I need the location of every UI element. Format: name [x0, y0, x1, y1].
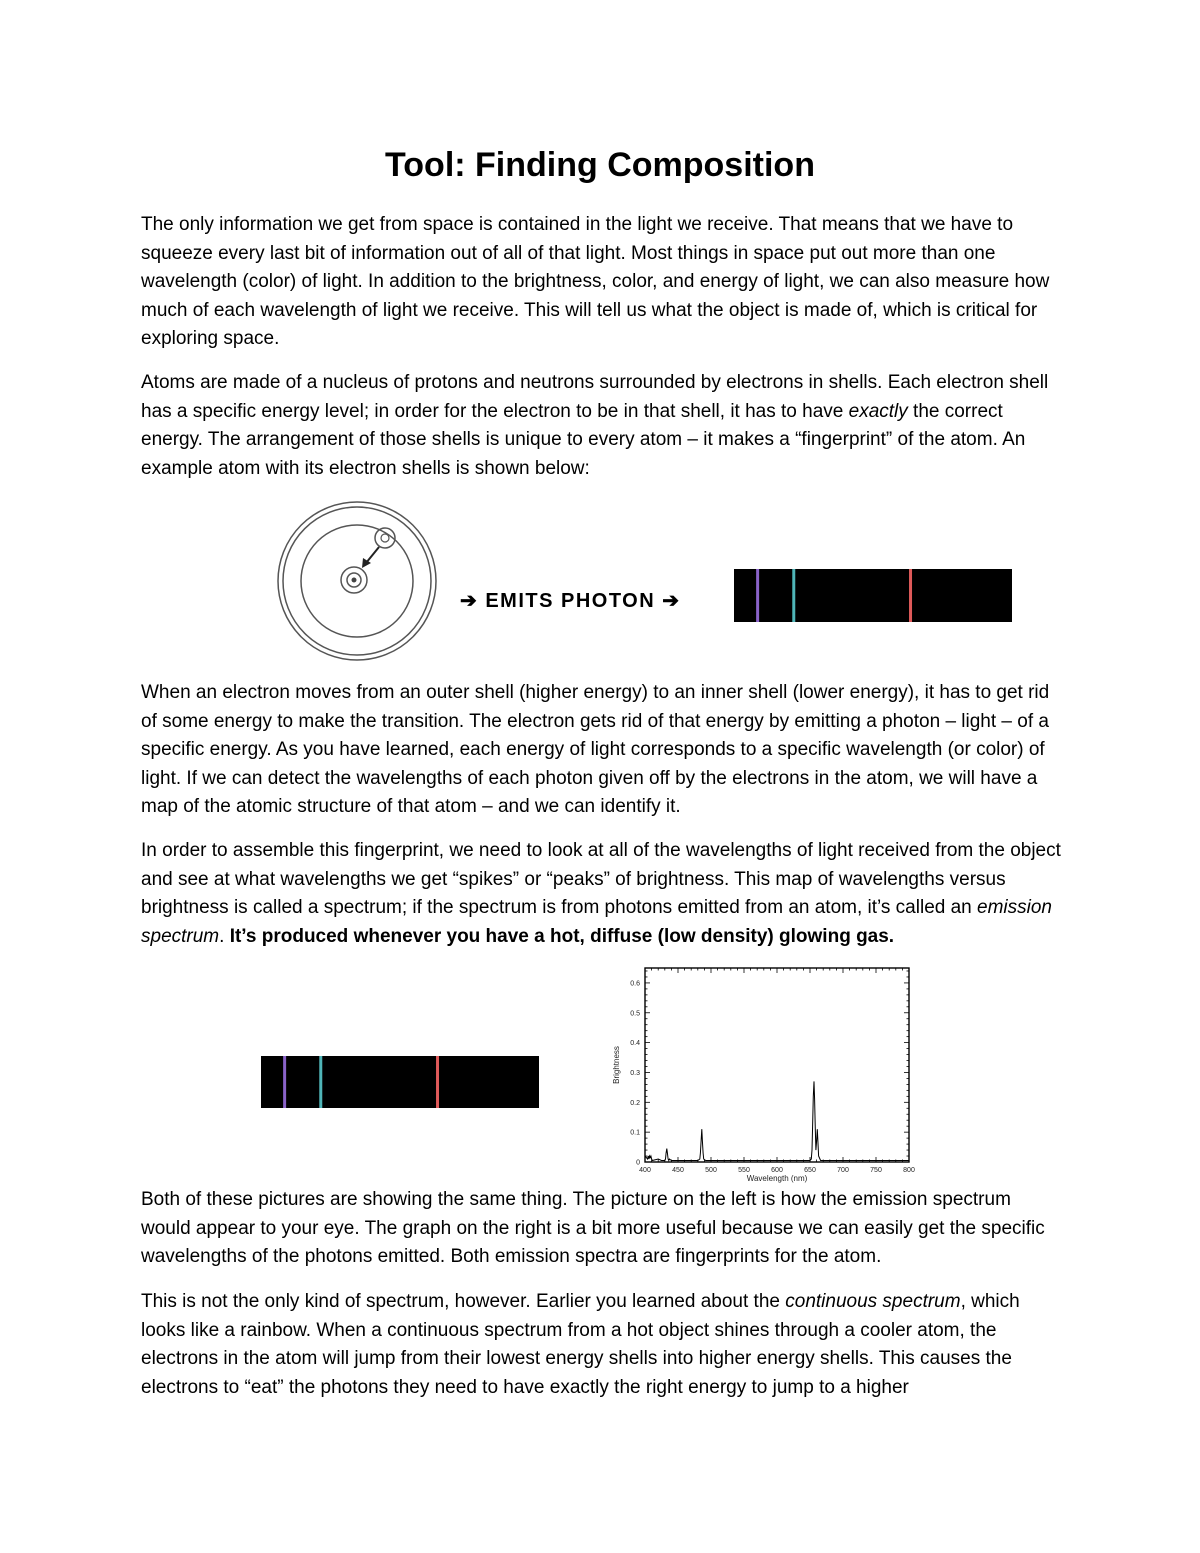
paragraph-atoms-text-b: the correct energy. The arrangement of those shells is unique to every atom – it makes a “fingerprint” of the atom. An example atom with its electron shells is shown below: [141, 400, 1026, 479]
emits-photon-label: ➔ EMITS PHOTON ➔ [460, 590, 681, 612]
paragraph-continuous [141, 1288, 1061, 1402]
spectrum-bottom-line-cyan [319, 1056, 322, 1108]
middle-shell-ring [301, 525, 413, 637]
x-tick-label: 750 [870, 1167, 882, 1174]
x-tick-label: 600 [771, 1167, 783, 1174]
paragraph-fingerprint-bold: It’s produced whenever you have a hot, diffuse (low density) glowing gas. [229, 925, 895, 947]
paragraph-fingerprint-text-a: In order to assemble this fingerprint, we need to look at all of the wavelengths of light received from the object and see at what wavelengths we get “spikes” or “peaks” of brightness. This map of wavelengths versus brightness is called a spectrum; if the spectrum is from photons emitted from an atom, it’s called an [141, 840, 1061, 919]
emission-spectrum-bar-bottom [261, 1056, 539, 1108]
x-tick-label: 700 [837, 1167, 849, 1174]
plot-frame [645, 968, 909, 1162]
outer-shell-ring-2 [283, 507, 431, 655]
x-axis-label: Wavelength (nm) [746, 1174, 808, 1183]
paragraph-atoms [141, 369, 1061, 483]
paragraph-comparison: Both of these pictures are showing the same thing. The picture on the left is how the emission spectrum would appear to your eye. The graph on the right is a bit more useful because we can easily get the specific wavelengths of the photons emitted. Both emission spectra are fingerprints for the atom. [141, 1189, 1045, 1268]
spectrum-top-line-red [909, 569, 912, 622]
emission-spectrum-bar-top [734, 569, 1012, 622]
x-tick-label: 650 [804, 1167, 816, 1174]
series-emission [645, 1081, 909, 1160]
paragraph-continuous-emphasis: continuous spectrum [785, 1291, 961, 1312]
x-tick-label: 500 [705, 1167, 717, 1174]
spectrum-bottom-line-red [436, 1056, 439, 1108]
paragraph-intro: The only information we get from space is contained in the light we receive. That means that we have to squeeze every last bit of information out of all of that light. Most things in space put out more than one wavelength (color) of light. In addition to the brightness, color, and energy of light, we can also measure how much of each wavelength of light we receive. This will tell us what the object is made of, which is critical for exploring space. [141, 214, 1050, 350]
x-tick-label: 550 [738, 1167, 750, 1174]
paragraph-atoms-text-a: Atoms are made of a nucleus of protons and neutrons surrounded by electrons in shells. Each electron shell has a specific energy level; in order for the electron to be in that shell, it has to have [141, 372, 1049, 422]
x-tick-label: 400 [639, 1167, 651, 1174]
y-tick-label: 0.1 [630, 1129, 640, 1137]
electron-inner [381, 534, 389, 542]
paragraph-continuous-text-a: This is not the only kind of spectrum, however. Earlier you learned about the [141, 1291, 786, 1312]
y-tick-label: 0.4 [630, 1040, 640, 1048]
paragraph-atoms-emphasis: exactly [848, 400, 908, 422]
atom-diagram [276, 500, 438, 662]
spectrum-top-line-cyan [792, 569, 795, 622]
emission-spectrum-chart [605, 962, 920, 1184]
spectrum-bottom-line-violet [283, 1056, 286, 1108]
x-tick-label: 800 [903, 1167, 915, 1174]
paragraph-continuous-text-b: , which looks like a rainbow. When a continuous spectrum from a hot object shines through a cooler atom, the electrons in the atom will jump from their lowest energy shells into higher energy shells. This causes the electrons to “eat” the photons they need to have exactly the right energy to jump to a higher [141, 1291, 1020, 1398]
x-tick-label: 450 [672, 1167, 684, 1174]
transition-arrow-line [366, 547, 379, 563]
spectrum-bottom-background [261, 1056, 539, 1108]
paragraph-fingerprint-text-b: . [219, 925, 230, 947]
page-title: Tool: Finding Composition [385, 146, 815, 184]
paragraph-transition: When an electron moves from an outer shell (higher energy) to an inner shell (lower energy), it has to get rid of some energy to make the transition. The electron gets rid of that energy by emitting a photon – light – of a specific energy. As you have learned, each energy of light corresponds to a specific wavelength (or color) of light. If we can detect the wavelengths of each photon given off by the electrons in the atom, we will have a map of the atomic structure of that atom – and we can identify it. [141, 682, 1050, 818]
y-tick-label: 0.2 [630, 1099, 640, 1107]
nucleus-core [352, 578, 357, 583]
y-axis-label: Brightness [612, 1046, 621, 1084]
paragraph-fingerprint-emphasis: emission spectrum [141, 897, 1053, 947]
y-tick-label: 0.5 [630, 1010, 640, 1018]
spectrum-top-background [734, 569, 1012, 622]
spectrum-top-line-violet [756, 569, 759, 622]
y-tick-label: 0.3 [630, 1069, 640, 1077]
y-tick-label: 0 [636, 1159, 640, 1167]
paragraph-fingerprint [141, 837, 1061, 951]
y-tick-label: 0.6 [630, 980, 640, 988]
